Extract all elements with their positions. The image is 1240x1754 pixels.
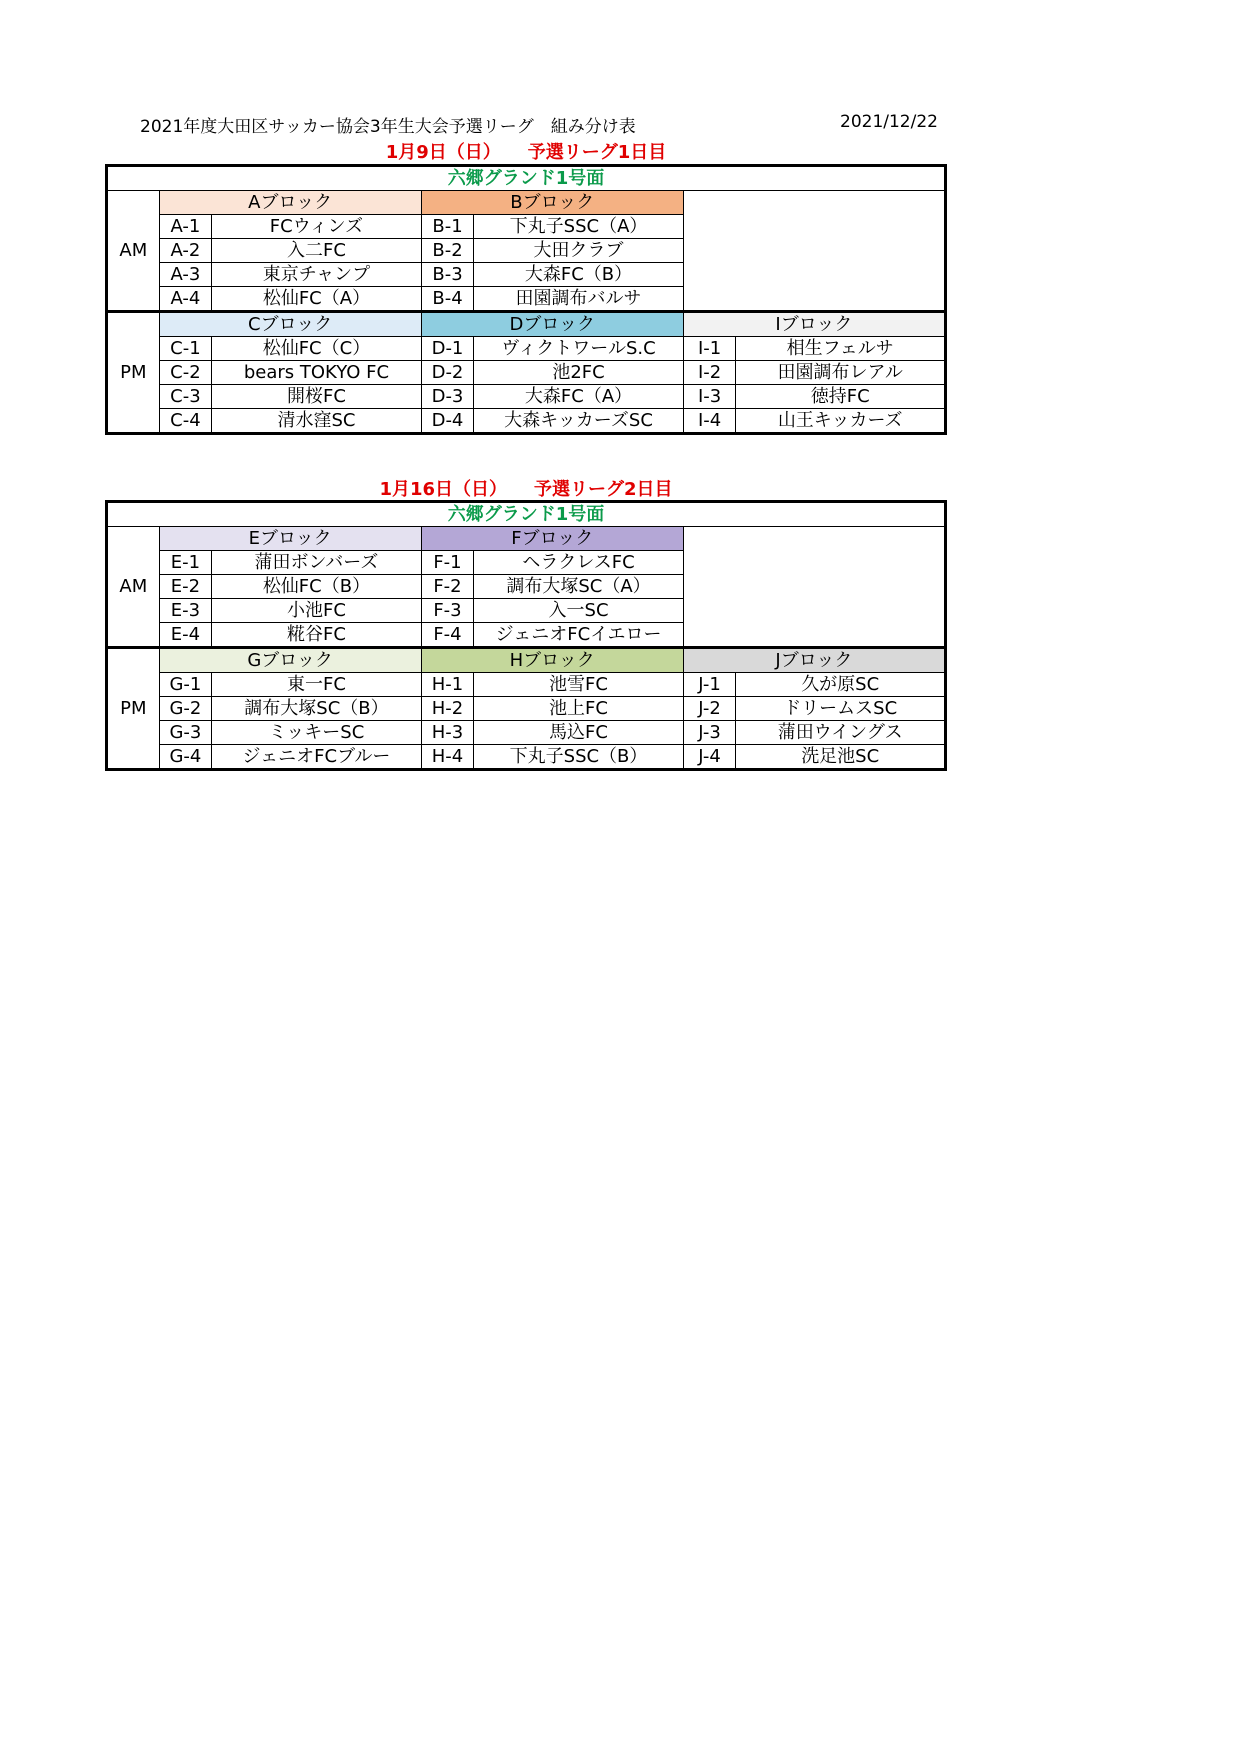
team-code: G-2 bbox=[159, 697, 212, 721]
day2-venue: 六郷グランド1号面 bbox=[107, 502, 946, 527]
team-name: 松仙FC（C） bbox=[212, 337, 421, 361]
block-a-header: Aブロック bbox=[159, 191, 421, 215]
day2-am-empty-cell bbox=[683, 527, 945, 648]
team-name: 池雪FC bbox=[474, 673, 683, 697]
team-name: 東一FC bbox=[212, 673, 421, 697]
block-g-header: Gブロック bbox=[159, 648, 421, 673]
team-name: 糀谷FC bbox=[212, 623, 421, 648]
team-code: I-4 bbox=[683, 409, 736, 434]
day1-am-empty-cell bbox=[683, 191, 945, 312]
team-code: A-3 bbox=[159, 263, 212, 287]
team-code: J-2 bbox=[683, 697, 736, 721]
table-row bbox=[107, 361, 946, 385]
team-name: 小池FC bbox=[212, 599, 421, 623]
team-code: F-3 bbox=[421, 599, 474, 623]
table-row bbox=[107, 337, 946, 361]
day1-schedule-table bbox=[105, 164, 947, 435]
table-row bbox=[107, 721, 946, 745]
team-code: D-1 bbox=[421, 337, 474, 361]
team-name: ジェニオFCブルー bbox=[212, 745, 421, 770]
team-name: 東京チャンプ bbox=[212, 263, 421, 287]
team-name: 池2FC bbox=[474, 361, 683, 385]
team-code: A-2 bbox=[159, 239, 212, 263]
document-title: 2021年度大田区サッカー協会3年生大会予選リーグ 組み分け表 bbox=[140, 117, 636, 137]
team-code: F-2 bbox=[421, 575, 474, 599]
team-name: 蒲田ボンバーズ bbox=[212, 551, 421, 575]
team-name: ジェニオFCイエロー bbox=[474, 623, 683, 648]
team-name: 山王キッカーズ bbox=[736, 409, 946, 434]
team-code: H-2 bbox=[421, 697, 474, 721]
team-code: E-3 bbox=[159, 599, 212, 623]
team-name: FCウィンズ bbox=[212, 215, 421, 239]
team-name: ヴィクトワールS.C bbox=[474, 337, 683, 361]
team-code: I-1 bbox=[683, 337, 736, 361]
team-code: H-4 bbox=[421, 745, 474, 770]
day1-title: 1月9日（日） 予選リーグ1日目 bbox=[385, 142, 667, 163]
team-name: ヘラクレスFC bbox=[474, 551, 683, 575]
table-row bbox=[107, 409, 946, 434]
team-code: I-3 bbox=[683, 385, 736, 409]
team-code: D-2 bbox=[421, 361, 474, 385]
team-code: E-1 bbox=[159, 551, 212, 575]
block-d-header: Dブロック bbox=[421, 312, 683, 337]
day2-schedule-table bbox=[105, 500, 947, 771]
team-name: ドリームスSC bbox=[736, 697, 946, 721]
team-code: J-4 bbox=[683, 745, 736, 770]
team-code: A-4 bbox=[159, 287, 212, 312]
team-name: 久が原SC bbox=[736, 673, 946, 697]
day1-am-label: AM bbox=[107, 191, 160, 312]
team-code: E-4 bbox=[159, 623, 212, 648]
block-c-header: Cブロック bbox=[159, 312, 421, 337]
table-row bbox=[107, 745, 946, 770]
team-code: J-3 bbox=[683, 721, 736, 745]
team-name: 徳持FC bbox=[736, 385, 946, 409]
team-code: B-2 bbox=[421, 239, 474, 263]
team-name: bears TOKYO FC bbox=[212, 361, 421, 385]
day2-title: 1月16日（日） 予選リーグ2日目 bbox=[379, 479, 673, 500]
block-h-header: Hブロック bbox=[421, 648, 683, 673]
team-name: 入一SC bbox=[474, 599, 683, 623]
team-code: I-2 bbox=[683, 361, 736, 385]
team-name: 入二FC bbox=[212, 239, 421, 263]
team-name: 馬込FC bbox=[474, 721, 683, 745]
team-code: F-4 bbox=[421, 623, 474, 648]
team-code: G-4 bbox=[159, 745, 212, 770]
team-name: 田園調布レアル bbox=[736, 361, 946, 385]
team-code: G-3 bbox=[159, 721, 212, 745]
team-name: 開桜FC bbox=[212, 385, 421, 409]
team-code: H-1 bbox=[421, 673, 474, 697]
team-name: 洗足池SC bbox=[736, 745, 946, 770]
day2-am-label: AM bbox=[107, 527, 160, 648]
team-name: 調布大塚SC（A） bbox=[474, 575, 683, 599]
team-code: F-1 bbox=[421, 551, 474, 575]
team-name: 下丸子SSC（B） bbox=[474, 745, 683, 770]
block-i-header: Iブロック bbox=[683, 312, 945, 337]
team-code: J-1 bbox=[683, 673, 736, 697]
team-name: ミッキーSC bbox=[212, 721, 421, 745]
team-name: 下丸子SSC（A） bbox=[474, 215, 683, 239]
team-code: B-4 bbox=[421, 287, 474, 312]
team-code: B-3 bbox=[421, 263, 474, 287]
team-code: C-4 bbox=[159, 409, 212, 434]
block-b-header: Bブロック bbox=[421, 191, 683, 215]
document-date: 2021/12/22 bbox=[840, 112, 938, 132]
team-name: 清水窪SC bbox=[212, 409, 421, 434]
team-name: 池上FC bbox=[474, 697, 683, 721]
team-name: 相生フェルサ bbox=[736, 337, 946, 361]
team-name: 大森キッカーズSC bbox=[474, 409, 683, 434]
table-row bbox=[107, 385, 946, 409]
team-name: 調布大塚SC（B） bbox=[212, 697, 421, 721]
team-code: D-3 bbox=[421, 385, 474, 409]
team-name: 大森FC（B） bbox=[474, 263, 683, 287]
team-code: E-2 bbox=[159, 575, 212, 599]
table-row bbox=[107, 673, 946, 697]
team-name: 松仙FC（B） bbox=[212, 575, 421, 599]
team-name: 大田クラブ bbox=[474, 239, 683, 263]
table-row bbox=[107, 697, 946, 721]
team-code: C-2 bbox=[159, 361, 212, 385]
team-name: 松仙FC（A） bbox=[212, 287, 421, 312]
day1-pm-label: PM bbox=[107, 312, 160, 434]
team-code: B-1 bbox=[421, 215, 474, 239]
block-j-header: Jブロック bbox=[683, 648, 945, 673]
team-name: 蒲田ウイングス bbox=[736, 721, 946, 745]
day2-pm-label: PM bbox=[107, 648, 160, 770]
block-e-header: Eブロック bbox=[159, 527, 421, 551]
team-name: 田園調布バルサ bbox=[474, 287, 683, 312]
team-code: C-3 bbox=[159, 385, 212, 409]
team-code: H-3 bbox=[421, 721, 474, 745]
team-name: 大森FC（A） bbox=[474, 385, 683, 409]
team-code: A-1 bbox=[159, 215, 212, 239]
team-code: C-1 bbox=[159, 337, 212, 361]
team-code: D-4 bbox=[421, 409, 474, 434]
team-code: G-1 bbox=[159, 673, 212, 697]
day1-venue: 六郷グランド1号面 bbox=[107, 166, 946, 191]
block-f-header: Fブロック bbox=[421, 527, 683, 551]
